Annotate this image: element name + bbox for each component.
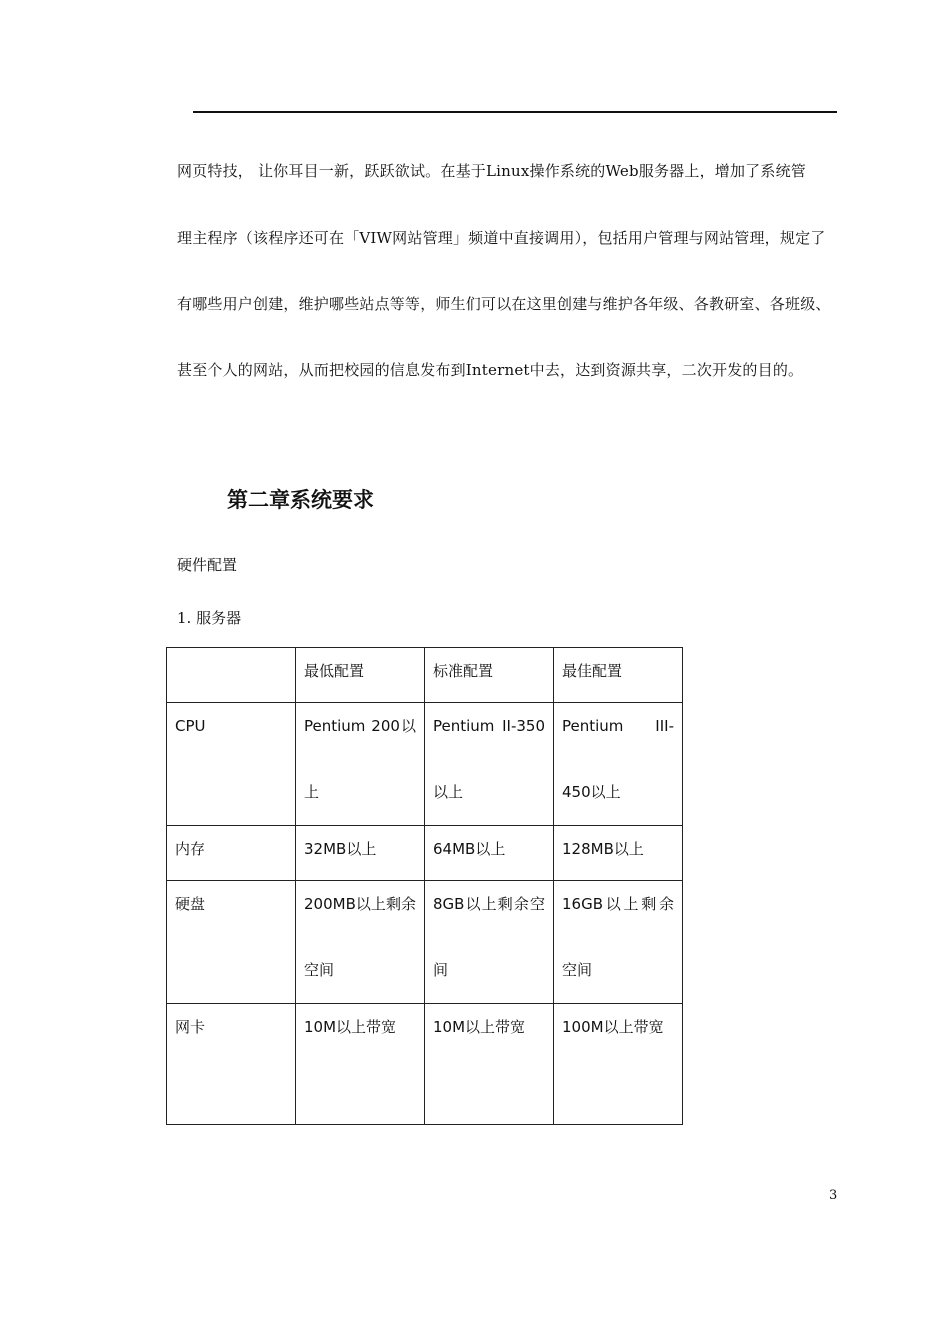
header-rule	[193, 111, 837, 113]
table-cell: 10M以上带宽	[425, 1004, 554, 1125]
intro-line-3: 有哪些用户创建，维护哪些站点等等，师生们可以在这里创建与维护各年级、各教研室、各班级、	[177, 295, 831, 313]
section-label: 硬件配置	[177, 556, 238, 574]
table-cell: 10M以上带宽	[296, 1004, 425, 1125]
table-row	[167, 1004, 683, 1125]
intro-line-4: 甚至个人的网站，从而把校园的信息发布到Internet中去，达到资源共享，二次开发的目的。	[177, 361, 804, 379]
table-header-row	[167, 648, 683, 703]
table-cell: 32MB以上	[296, 826, 425, 881]
table-cell: 网卡	[167, 1004, 296, 1125]
table-cell: 硬盘	[167, 881, 296, 1004]
table-header-cell: 最低配置	[296, 648, 425, 703]
table-cell: CPU	[167, 703, 296, 826]
table-cell: Pentium III-450以上	[554, 703, 683, 826]
table-cell: 8GB以上剩余空间	[425, 881, 554, 1004]
table-cell: Pentium 200以上	[296, 703, 425, 826]
intro-line-2: 理主程序（该程序还可在「VIW网站管理」频道中直接调用），包括用户管理与网站管理，规定了	[177, 229, 826, 247]
table-cell: 64MB以上	[425, 826, 554, 881]
subsection-label: 1. 服务器	[177, 609, 242, 627]
table-header-cell: 标准配置	[425, 648, 554, 703]
table-row	[167, 826, 683, 881]
table-header-cell	[167, 648, 296, 703]
table-cell: 内存	[167, 826, 296, 881]
table-cell: 128MB以上	[554, 826, 683, 881]
table-cell: Pentium II-350以上	[425, 703, 554, 826]
table-row	[167, 881, 683, 1004]
table-cell: 100M以上带宽	[554, 1004, 683, 1125]
chapter-title: 第二章系统要求	[227, 488, 374, 512]
table-header-cell: 最佳配置	[554, 648, 683, 703]
intro-line-1: 网页特技， 让你耳目一新，跃跃欲试。在基于Linux操作系统的Web服务器上，增加了系统管	[177, 162, 806, 180]
page-number: 3	[829, 1188, 838, 1203]
table-row	[167, 703, 683, 826]
hardware-config-table	[166, 647, 683, 1125]
table-cell: 16GB以上剩余空间	[554, 881, 683, 1004]
table-cell: 200MB以上剩余空间	[296, 881, 425, 1004]
